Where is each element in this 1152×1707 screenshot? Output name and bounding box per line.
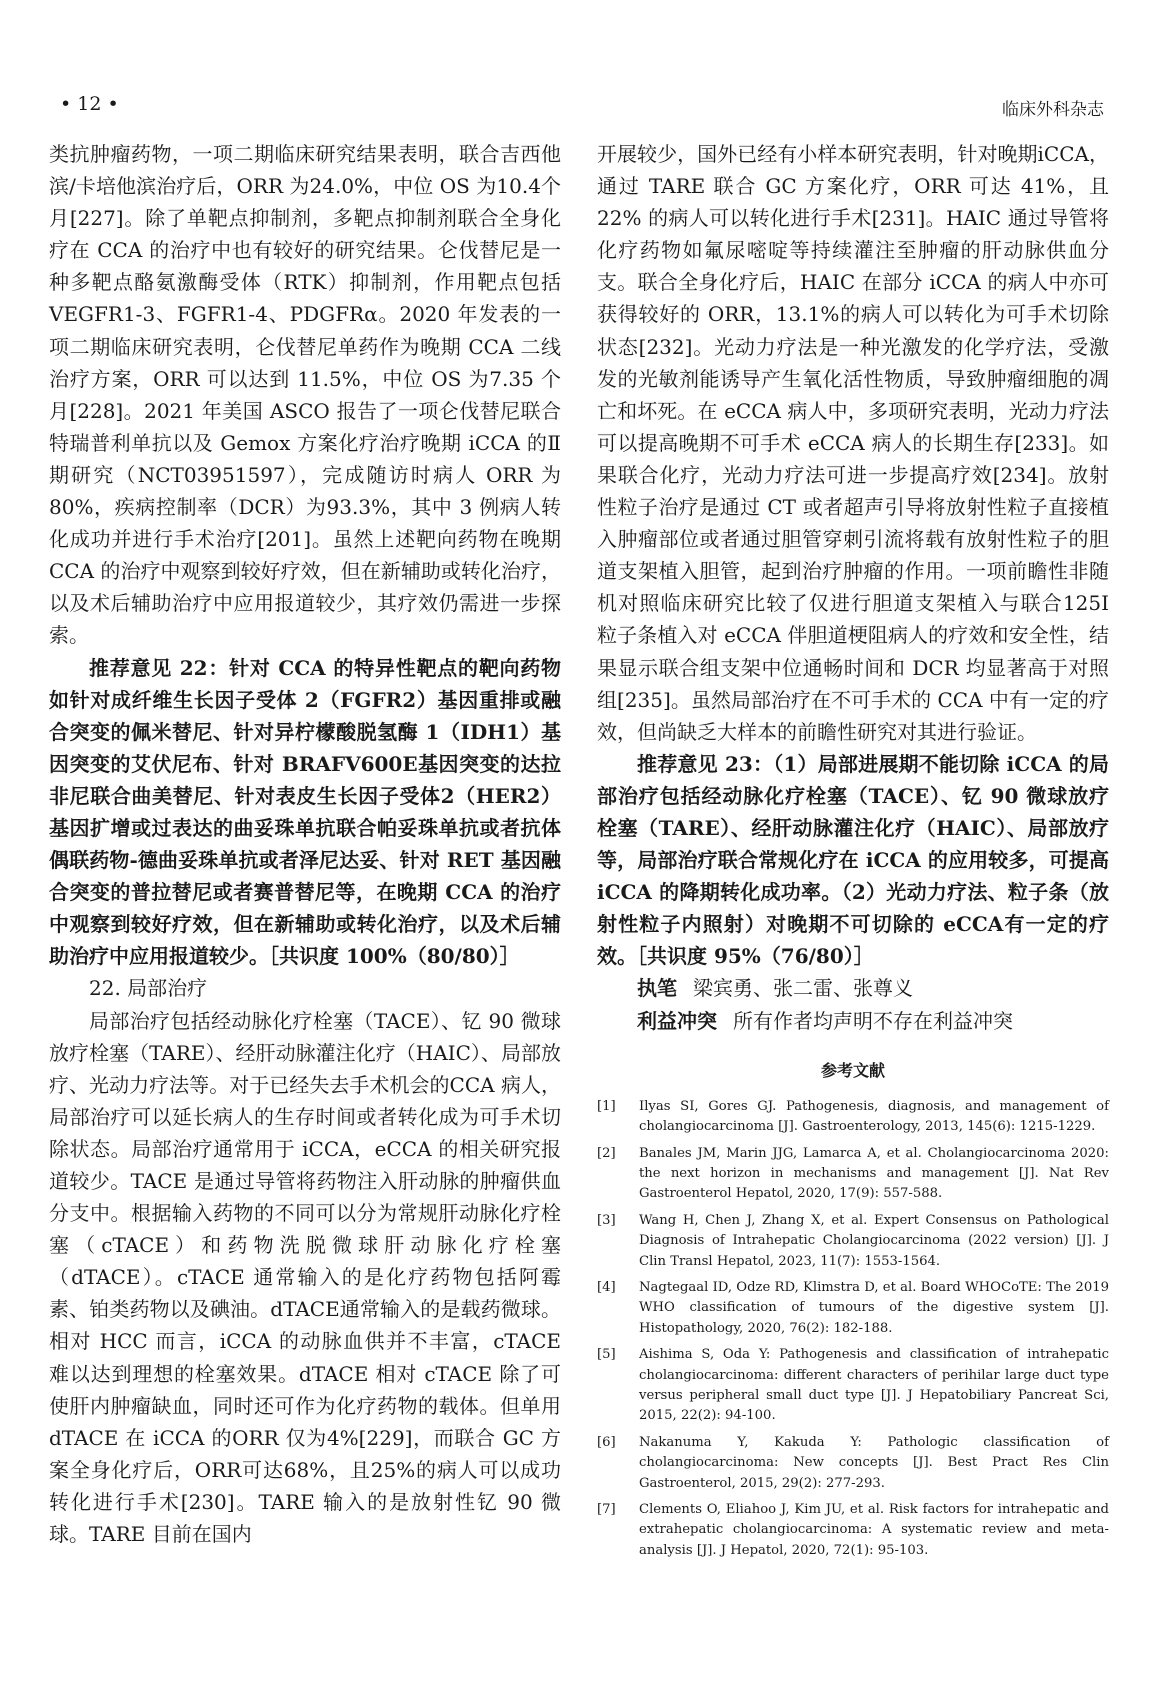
reference-item: [597, 1278, 1109, 1339]
recommendation-22: 推荐意见 22：针对 CCA 的特异性靶点的靶向药物如针对成纤维生长因子受体 2（FGFR2）基因重排或融合突变的佩米替尼、针对异柠檬酸脱氢酶 1（IDH1）基因突变的艾伏尼布、针对 BRAFV600E基因突变的达拉非尼联合曲美替尼、针对表皮生长因子受体2（HER2）基因扩增或过表达的曲妥珠单抗联合帕妥珠单抗或者抗体偶联药物-德曲妥珠单抗或者泽尼达妥、针对 RET 基因融合突变的普拉替尼或者赛普替尼等，在晚期 CCA 的治疗中观察到较好疗效，但在新辅助或转化治疗，以及术后辅助治疗中应用报道较少。［共识度 100%（80/80）］: [49, 655, 561, 969]
reference-text: Nakanuma Y, Kakuda Y: Pathologic classification of cholangiocarcinoma: New concepts [J]. Best Pract Res Clin Gastroenterol, 2015, 29(2): 277-293.: [639, 1434, 1109, 1491]
page-number: • 12 •: [60, 93, 119, 115]
conflict-line: [637, 1005, 1109, 1037]
references-title: 参考文献: [820, 1060, 885, 1080]
reference-item: [597, 1500, 1109, 1561]
paragraph: 类抗肿瘤药物，一项二期临床研究结果表明，联合吉西他滨/卡培他滨治疗后，ORR 为24.0%，中位 OS 为10.4个月[227]。除了单靶点抑制剂，多靶点抑制剂联合全身化疗在 CCA 的治疗中也有较好的研究结果。仑伐替尼是一种多靶点酪氨激酶受体（RTK）抑制剂，作用靶点包括 VEGFR1-3、FGFR1-4、PDGFRα。2020 年发表的一项二期临床研究表明，仑伐替尼单药作为晚期 CCA 二线治疗方案，ORR 可以达到 11.5%，中位 OS 为7.35 个月[228]。2021 年美国 ASCO 报告了一项仑伐替尼联合特瑞普利单抗以及 Gemox 方案化疗治疗晚期 iCCA 的Ⅱ期研究（NCT03951597），完成随访时病人 ORR 为 80%，疾病控制率（DCR）为93.3%，其中 3 例病人转化成功并进行手术治疗[201]。虽然上述靶向药物在晚期 CCA 的治疗中观察到较好疗效，但在新辅助或转化治疗，以及术后辅助治疗中应用报道较少，其疗效仍需进一步探索。: [49, 142, 561, 648]
reference-number: [4]: [597, 1279, 616, 1295]
reference-text: Ilyas SI, Gores GJ. Pathogenesis, diagnosis, and management of cholangiocarcinoma [J]. Gastroenterology, 2013, 145(6): 1215-1229.: [639, 1098, 1109, 1135]
left-column: [49, 138, 561, 1550]
reference-number: [1]: [597, 1098, 616, 1114]
reference-text: Banales JM, Marin JJG, Lamarca A, et al. Cholangiocarcinoma 2020: the next horizon in mechanisms and management [J]. Nat Rev Gastroenterol Hepatol, 2020, 17(9): 557-588.: [639, 1145, 1109, 1202]
reference-item: [597, 1345, 1109, 1427]
reference-item: [597, 1097, 1109, 1138]
reference-number: [2]: [597, 1145, 616, 1161]
reference-number: [6]: [597, 1434, 616, 1450]
authors: 梁宾勇、张二雷、张尊义: [693, 976, 913, 1001]
paragraph: 开展较少，国外已经有小样本研究表明，针对晚期iCCA，通过 TARE 联合 GC 方案化疗，ORR 可达 41%，且 22% 的病人可以转化进行手术[231]。HAIC 通过导管将化疗药物如氟尿嘧啶等持续灌注至肿瘤的肝动脉供血分支。联合全身化疗后，HAIC 在部分 iCCA 的病人中亦可获得较好的 ORR，13.1%的病人可以转化为可手术切除状态[232]。光动力疗法是一种光激发的化学疗法，受激发的光敏剂能诱导产生氧化活性物质，导致肿瘤细胞的凋亡和坏死。在 eCCA 病人中，多项研究表明，光动力疗法可以提高晚期不可手术 eCCA 病人的长期生存[233]。如果联合化疗，光动力疗法可进一步提高疗效[234]。放射性粒子治疗是通过 CT 或者超声引导将放射性粒子直接植入肿瘤部位或者通过胆管穿刺引流将载有放射性粒子的胆道支架植入胆管，起到治疗肿瘤的作用。一项前瞻性非随机对照临床研究比较了仅进行胆道支架植入与联合125I 粒子条植入对 eCCA 伴胆道梗阻病人的疗效和安全性，结果显示联合组支架中位通畅时间和 DCR 均显著高于对照组[235]。虽然局部治疗在不可手术的 CCA 中有一定的疗效，但尚缺乏大样本的前瞻性研究对其进行验证。: [597, 142, 1109, 744]
section-heading-22: 22. 局部治疗: [89, 976, 208, 1001]
reference-item: [597, 1211, 1109, 1272]
reference-item: [597, 1433, 1109, 1494]
reference-number: [3]: [597, 1212, 616, 1228]
reference-number: [7]: [597, 1502, 616, 1518]
references-list: [597, 1097, 1109, 1562]
reference-text: Clements O, Eliahoo J, Kim JU, et al. Risk factors for intrahepatic and extrahepatic cholangiocarcinoma: A systematic review and meta-analysis [J]. J Hepatol, 2020, 72(1): 95-103.: [639, 1502, 1109, 1558]
reference-number: [5]: [597, 1347, 616, 1363]
journal-name: 临床外科杂志: [1002, 100, 1104, 120]
reference-text: Aishima S, Oda Y: Pathogenesis and classification of intrahepatic cholangiocarcinoma: different characters of perihilar large duct type versus peripheral small duct type [J]. J Hepatobiliary Pancreat Sci, 2015, 22(2): 94-100.: [639, 1347, 1109, 1424]
recommendation-23: 推荐意见 23：（1）局部进展期不能切除 iCCA 的局部治疗包括经动脉化疗栓塞（TACE）、钇 90 微球放疗栓塞（TARE）、经肝动脉灌注化疗（HAIC）、局部放疗等，局部治疗联合常规化疗在 iCCA 的应用较多，可提高 iCCA 的降期转化成功率。（2）光动力疗法、粒子条（放射性粒子内照射）对晚期不可切除的 eCCA有一定的疗效。［共识度 95%（76/80）］: [597, 751, 1109, 969]
reference-text: Wang H, Chen J, Zhang X, et al. Expert Consensus on Pathological Diagnosis of Intrahepatic Cholangiocarcinoma (2022 version) [J]. J Clin Transl Hepatol, 2023, 11(7): 1553-1564.: [639, 1212, 1109, 1269]
reference-text: Nagtegaal ID, Odze RD, Klimstra D, et al. Board WHOCoTE: The 2019 WHO classification of tumours of the digestive system [J]. Histopathology, 2020, 76(2): 182-188.: [639, 1279, 1109, 1336]
right-column: [597, 138, 1109, 1567]
conflict-label: 利益冲突: [637, 1008, 717, 1033]
paragraph: 局部治疗包括经动脉化疗栓塞（TACE）、钇 90 微球放疗栓塞（TARE）、经肝动脉灌注化疗（HAIC）、局部放疗、光动力疗法等。对于已经失去手术机会的CCA 病人，局部治疗可以延长病人的生存时间或者转化成为可手术切除状态。局部治疗通常用于 iCCA，eCCA 的相关研究报道较少。TACE 是通过导管将药物注入肝动脉的肿瘤供血分支中。根据输入药物的不同可以分为常规肝动脉化疗栓塞（cTACE）和药物洗脱微球肝动脉化疗栓塞（dTACE）。cTACE 通常输入的是化疗药物包括阿霉素、铂类药物以及碘油。dTACE通常输入的是载药微球。相对 HCC 而言，iCCA 的动脉血供并不丰富，cTACE 难以达到理想的栓塞效果。dTACE 相对 cTACE 除了可使肝内肿瘤缺血，同时还可作为化疗药物的载体。但单用 dTACE 在 iCCA 的ORR 仅为4%[229]，而联合 GC 方案全身化疗后，ORR可达68%，且25%的病人可以成功转化进行手术[230]。TARE 输入的是放射性钇 90 微球。TARE 目前在国内: [49, 1008, 561, 1547]
author-label: 执笔: [637, 976, 677, 1001]
conflict-text: 所有作者均声明不存在利益冲突: [733, 1008, 1013, 1033]
reference-item: [597, 1144, 1109, 1205]
author-line: [637, 972, 1109, 1004]
